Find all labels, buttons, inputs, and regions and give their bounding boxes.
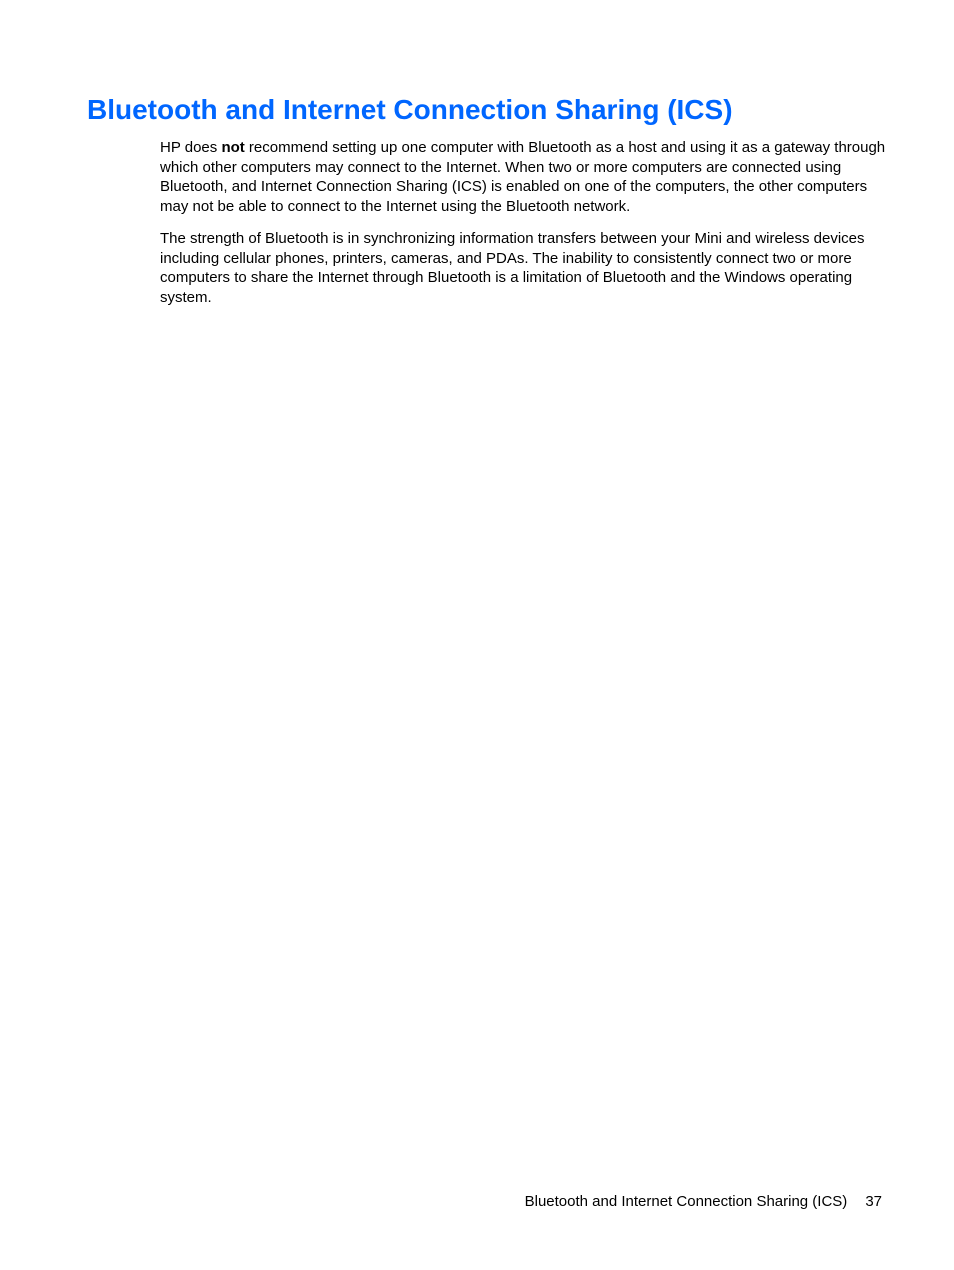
paragraph-1-emphasis: not [221,139,245,156]
page-footer [525,1192,882,1212]
page-number: 37 [865,1193,882,1210]
paragraph-2: The strength of Bluetooth is in synchronizing information transfers between your Mini and wireless devices including cellular phones, printers, cameras, and PDAs. The inability to consistently connect two or more computers to share the Internet through Bluetooth is a limitation of Bluetooth and the Windows operating system. [160,230,865,306]
paragraph-1-rest: recommend setting up one computer with Bluetooth as a host and using it as a gateway through which other computers may connect to the Internet. When two or more computers are connected using Bluetooth, and Internet Connection Sharing (ICS) is enabled on one of the computers, the other computers may not be able to connect to the Internet using the Bluetooth network. [160,139,886,215]
page-title: Bluetooth and Internet Connection Sharing (ICS) [87,94,733,125]
paragraph-1-lead: HP does [160,139,222,156]
paragraph-1 [160,138,886,216]
footer-section-title: Bluetooth and Internet Connection Sharing (ICS) [524,1193,848,1210]
body-text [160,138,886,320]
